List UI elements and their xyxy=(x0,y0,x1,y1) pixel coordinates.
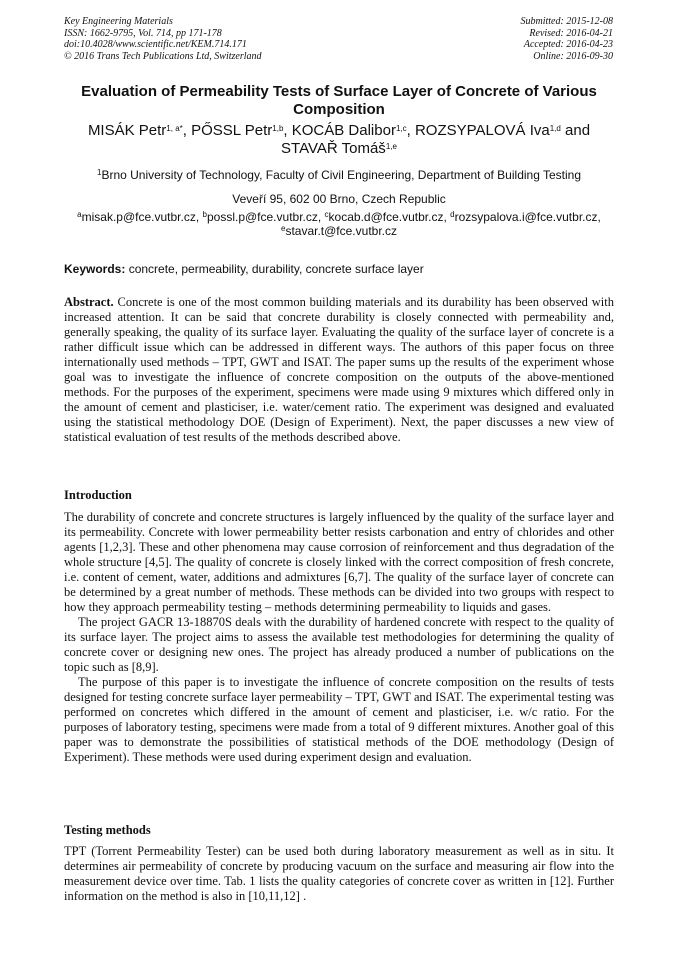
journal-metadata xyxy=(64,16,262,62)
abstract-text: Concrete is one of the most common building materials and its durability has been observed with increased attention. It can be said that concrete durability is closely connected with permeability and, generally speaking, the quality of its surface layer. Evaluating the quality of the surface layer of concrete is a rather difficult issue which can be addressed in different ways. The authors of this paper focus on three internationally used methods – TPT, GWT and ISAT. The paper sums up the results of the experiment whose goal was to investigate the influence of concrete composition on the outputs of the above-mentioned methods. For the purposes of the experiment, specimens were made using 9 mixtures which differed only in the amount of cement and plasticiser, i.e. water/cement ratio. The experiment was designed and evaluated using the statistical methodology DOE (Design of Experiment). Next, the paper discusses a new view of statistical evaluation of test results of the methods described above. xyxy=(64,295,614,444)
testing-methods-heading: Testing methods xyxy=(64,823,151,837)
abstract xyxy=(64,295,614,445)
email-link[interactable]: kocab.d@fce.vutbr.cz xyxy=(328,210,444,224)
email-link[interactable]: misak.p@fce.vutbr.cz xyxy=(81,210,196,224)
author-superscript: 1, a* xyxy=(166,124,183,133)
author-name: PŐSSL Petr xyxy=(191,122,273,139)
paragraph: TPT (Torrent Permeability Tester) can be used both during laboratory measurement as well as in situ. It determines air permeability of concrete by producing vacuum on the surface and measuring air flow into the measurement device over time. Tab. 1 lists the quality categories of concrete cover as written in [12]. Further information on the method is also in [10,11,12] . xyxy=(64,844,614,903)
author-superscript: 1,d xyxy=(549,124,561,133)
email-link[interactable]: rozsypalova.i@fce.vutbr.cz xyxy=(454,210,598,224)
paragraph: The project GACR 13-18870S deals with the durability of hardened concrete with respect to the quality of its surface layer. The project aims to assess the available test methodologies for determining the quality of concrete cover or designing new ones. The project has already produced a number of publications on the topic such as [8,9]. xyxy=(64,615,614,674)
affiliation xyxy=(64,168,614,182)
affiliation-superscript: 1 xyxy=(96,168,102,177)
revised-date: Revised: 2016-04-21 xyxy=(529,27,613,39)
paragraph: The purpose of this paper is to investigate the influence of concrete composition on the results of tests designed for testing concrete surface layer permeability – TPT, GWT and ISAT. The experimental testing was performed on concretes which differed in the amount of cement and plasticiser, i.e. w/c ratio. For the purposes of laboratory testing, specimens were made from a total of 9 different mixtures. Another goal of this paper was to demonstrate the possibilities of statistical methods of the DOE methodology (Design of Experiment). These methods were used during experiment design and evaluation. xyxy=(64,675,614,764)
email-link[interactable]: possl.p@fce.vutbr.cz xyxy=(206,210,318,224)
author-superscript: 1,b xyxy=(272,124,284,133)
introduction-heading: Introduction xyxy=(64,488,132,502)
email-link[interactable]: stavar.t@fce.vutbr.cz xyxy=(285,224,397,238)
keywords xyxy=(64,262,614,276)
accepted-date: Accepted: 2016-04-23 xyxy=(523,39,613,50)
author-name: ROZSYPALOVÁ Iva xyxy=(414,122,550,139)
author-name: MISÁK Petr xyxy=(87,122,167,139)
journal-name: Key Engineering Materials xyxy=(64,16,173,27)
author-name: KOCÁB Dalibor xyxy=(291,122,396,139)
online-date: Online: 2016-09-30 xyxy=(533,50,613,62)
keywords-text: concrete, permeability, durability, concrete surface layer xyxy=(125,262,424,276)
keywords-label: Keywords: xyxy=(64,262,126,276)
author-name: STAVAŘ Tomáš xyxy=(281,140,386,157)
affiliation-text: Brno University of Technology, Faculty of Civil Engineering, Department of Building Testing xyxy=(101,168,582,182)
author-superscript: 1,c xyxy=(395,124,407,133)
affiliation-address: Veveří 95, 602 00 Brno, Czech Republic xyxy=(232,192,446,206)
issn-line: ISSN: 1662-9795, Vol. 714, pp 171-178 xyxy=(64,27,222,39)
paragraph: The durability of concrete and concrete structures is largely influenced by the quality of the surface layer and its permeability. Concrete with lower permeability better resists carbonation and entry of chlorides and other agents [1,2,3]. These and other phenomena may cause corrosion of reinforcement and thus degradation of the whole structure [4,5]. The quality of concrete is closely linked with the correct composition of fresh concrete, i.e. content of cement, water, additions and admixtures [6,7]. The quality of the surface layer of concrete can be determined by a great number of methods. These methods can be divided into two groups with respect to how they approach permeability testing – methods determining permeability to liquids and gases. xyxy=(64,510,614,614)
paper-title: Evaluation of Permeability Tests of Surface Layer of Concrete of Various Composition xyxy=(81,83,597,118)
doi-line: doi:10.4028/www.scientific.net/KEM.714.171 xyxy=(64,39,247,50)
testing-methods-section xyxy=(64,844,614,904)
publication-dates xyxy=(521,16,614,62)
copyright-line: © 2016 Trans Tech Publications Ltd, Switzerland xyxy=(64,50,262,62)
submitted-date: Submitted: 2015-12-08 xyxy=(520,16,613,27)
introduction-section xyxy=(64,510,614,765)
author-superscript: 1,e xyxy=(385,142,397,151)
author-list: MISÁK Petr$^{1, a*}$, PŐSSL Petr$^{1,b}$, KOCÁB Dalibor$^{1,c}$, ROZSYPALOVÁ Iva$^{1,d}$ and STAVAŘ Tomáš$^{1,e}$ xyxy=(87,122,591,157)
email-list: $^a$misak.p@fce.vutbr.cz, $^b$possl.p@fce.vutbr.cz, $^c$kocab.d@fce.vutbr.cz, $^d$rozsypalova.i@fce.vutbr.cz, $^e$stavar.t@fce.vutbr.cz xyxy=(77,210,601,238)
abstract-label: Abstract. xyxy=(64,295,114,309)
